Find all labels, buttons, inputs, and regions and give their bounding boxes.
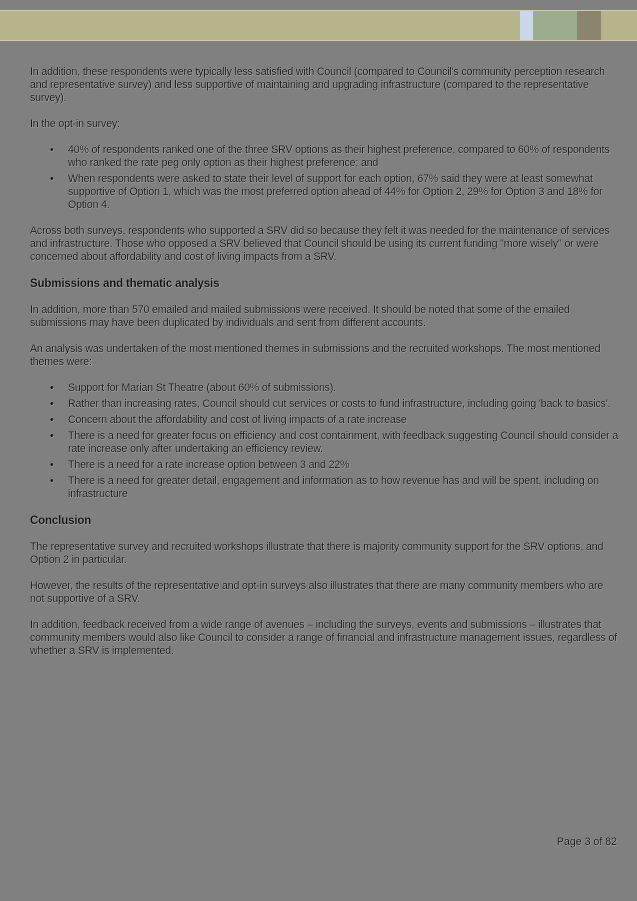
list-item-text: There is a need for greater focus on efficiency and cost containment, with feedback suggesting Council should consider a rate increase only after undertaking an efficiency review.: [68, 430, 619, 455]
list-item-text: Support for Marian St Theatre (about 60% of submissions).: [68, 382, 337, 394]
list-item: [30, 475, 620, 501]
bullet-icon: •: [50, 382, 54, 394]
paragraph-satisfaction: In addition, these respondents were typically less satisfied with Council (compared to Council's community perception research and representative survey) and less supportive of maintaining and upgrading infrastructure (compared to the representative survey).: [30, 66, 605, 104]
header-segment-olive-left: [0, 11, 520, 40]
section-heading-submissions: Submissions and thematic analysis: [30, 278, 220, 290]
themes-list: [30, 382, 620, 501]
paragraph-submissions-count: In addition, more than 570 emailed and mailed submissions were received. It should be noted that some of the emailed submissions may have been duplicated by individuals and sent from different accounts.: [30, 304, 570, 329]
section-heading-conclusion: Conclusion: [30, 515, 92, 527]
document-body: [30, 66, 620, 671]
list-item: [30, 414, 620, 427]
list-item-text: When respondents were asked to state their level of support for each option, 67% said they were at least somewhat supportive of Option 1, which was the most preferred option ahead of 44% for Option 2, 29% for Option 3 and 18% for Option 4.: [68, 173, 603, 211]
bullet-icon: •: [50, 173, 54, 185]
paragraph-both-surveys: Across both surveys, respondents who supported a SRV did so because they felt it was needed for the maintenance of services and infrastructure. Those who opposed a SRV believed that Council should be using its current funding "more wisely" or were concerned about affordability and cost of living impacts from a SRV.: [30, 225, 610, 263]
bullet-icon: •: [50, 459, 54, 471]
list-item-text: Concern about the affordability and cost of living impacts of a rate increase: [68, 414, 407, 426]
paragraph-conclusion-feedback: In addition, feedback received from a wide range of avenues – including the surveys, events and submissions – illustrates that community members would also like Council to consider a range of financial and infrastructure management issues, regardless of whether a SRV is implemented.: [30, 619, 618, 657]
paragraph-optin-intro: In the opt-in survey:: [30, 118, 120, 130]
bullet-icon: •: [50, 430, 54, 442]
list-item: [30, 398, 620, 411]
page-number: Page 3 of 82: [556, 836, 617, 848]
bullet-icon: •: [50, 475, 54, 487]
list-item: [30, 173, 620, 212]
list-item-text: Rather than increasing rates, Council should cut services or costs to fund infrastructure, including going 'back to basics'.: [68, 398, 611, 410]
list-item-text: 40% of respondents ranked one of the three SRV options as their highest preference, compared to 60% of respondents who ranked the rate peg only option as their highest preference; and: [68, 144, 610, 169]
list-item: [30, 382, 620, 395]
list-item: [30, 144, 620, 170]
bullet-icon: •: [50, 414, 54, 426]
header-color-band: [0, 10, 637, 41]
header-segment-taupe: [577, 11, 601, 40]
list-item: [30, 459, 620, 472]
bullet-icon: •: [50, 144, 54, 156]
header-segment-sage-green: [533, 11, 577, 40]
header-segment-olive-right: [601, 11, 637, 40]
optin-survey-list: [30, 144, 620, 212]
header-segment-light-blue: [520, 11, 533, 40]
bullet-icon: •: [50, 398, 54, 410]
list-item-text: There is a need for greater detail, engagement and information as to how revenue has and will be spent, including on infrastructure: [68, 475, 599, 500]
list-item-text: There is a need for a rate increase option between 3 and 22%: [68, 459, 350, 471]
list-item: [30, 430, 620, 456]
paragraph-conclusion-opposition: However, the results of the representative and opt-in surveys also illustrates that there are many community members who are not supportive of a SRV.: [30, 580, 604, 605]
paragraph-conclusion-support: The representative survey and recruited workshops illustrate that there is majority community support for the SRV options, and Option 2 in particular.: [30, 541, 604, 566]
paragraph-themes-intro: An analysis was undertaken of the most mentioned themes in submissions and the recruited workshops. The most mentioned themes were:: [30, 343, 601, 368]
